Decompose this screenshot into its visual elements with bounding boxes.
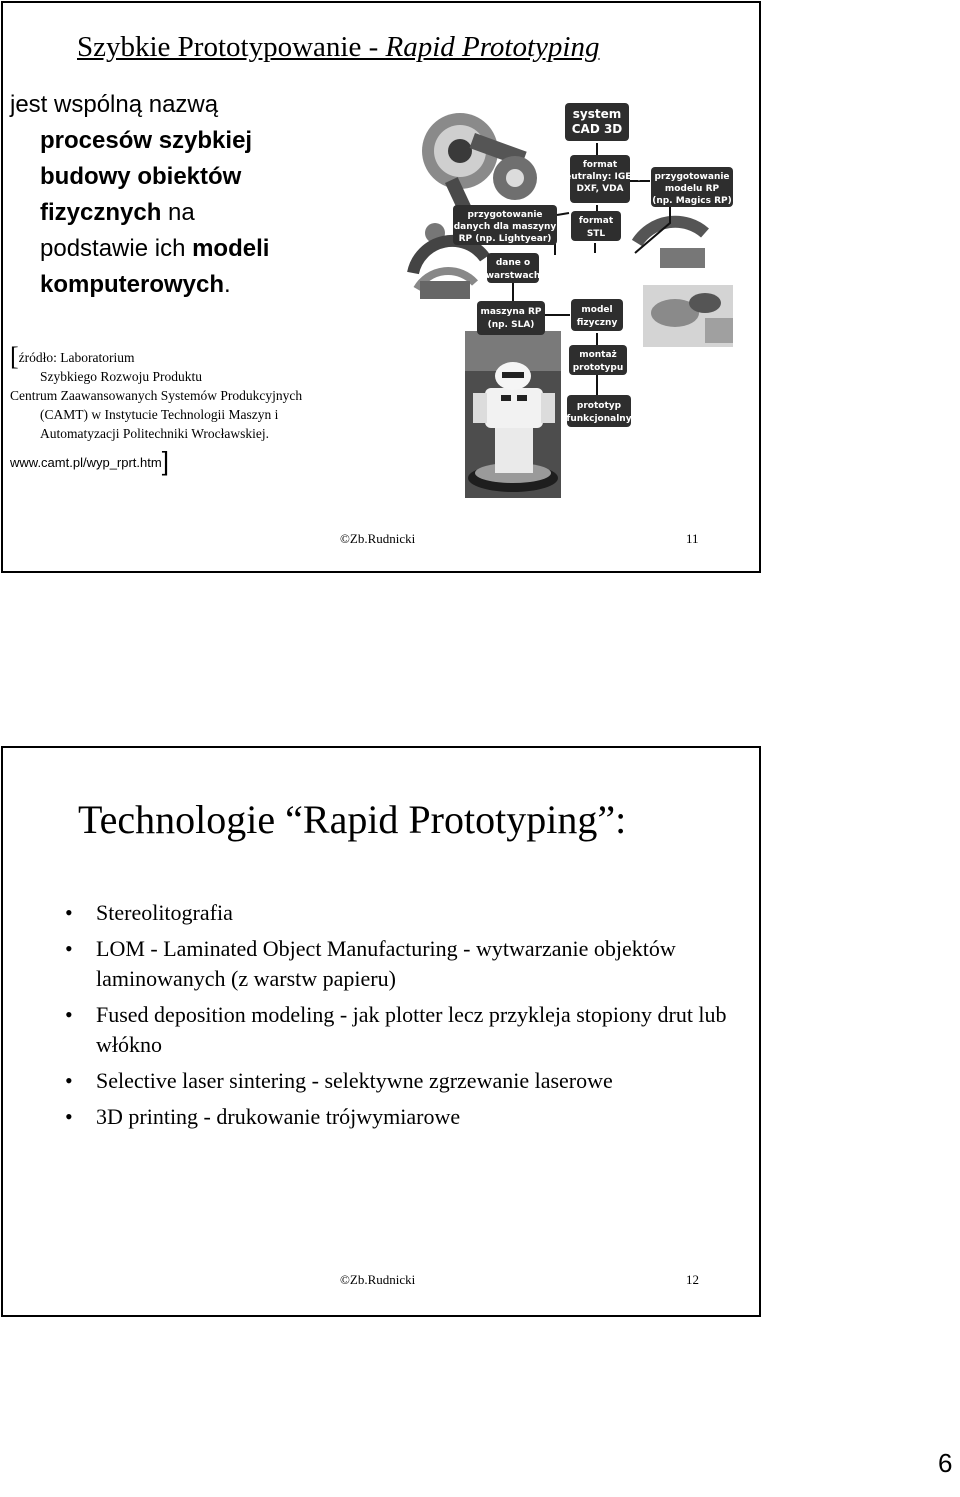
slide-title: Technologie “Rapid Prototyping”:	[78, 797, 627, 842]
box-assembly-line1: montaż	[579, 350, 617, 360]
list-item: • LOM - Laminated Object Manufacturing - wytwarzanie objektów laminowanych (z warstw papieru)	[65, 934, 745, 994]
box-model-prep-line3: (np. Magics RP)	[652, 196, 732, 206]
box-physical-line1: model	[581, 305, 613, 315]
box-model-prep	[651, 167, 733, 207]
box-assembly-line2: prototypu	[572, 363, 624, 373]
box-stl-line1: format	[578, 216, 614, 226]
page-number: 6	[938, 1448, 953, 1478]
box-neutral-line3: DXF, VDA	[576, 184, 624, 194]
box-machine-line2: (np. SLA)	[487, 320, 535, 330]
source-citation: [źródło: Laboratorium Szybkiego Rozwoju Produktu Centrum Zaawansowanych Systemów Produkcyjnych (CAMT) w Instytucie Technologii Maszyn i Automatyzacji Politechniki Wrocławskiej. www.camt.pl/wyp_rprt.htm]	[10, 342, 303, 476]
box-model-prep-line1: przygotowanie	[654, 172, 730, 182]
list-item: • Selective laser sintering - selektywne zgrzewanie laserowe	[65, 1066, 745, 1096]
box-functional-line1: prototyp	[576, 401, 622, 411]
box-functional-prototype	[566, 395, 631, 427]
box-cad-line2: CAD 3D	[571, 122, 623, 136]
box-model-prep-line2: modelu RP	[664, 184, 720, 194]
technology-list	[65, 898, 745, 1138]
box-data-prep	[453, 205, 557, 245]
list-item: • 3D printing - drukowanie trójwymiarowe	[65, 1102, 745, 1132]
box-physical-model	[571, 299, 623, 331]
box-layer-line1: dane o	[495, 258, 531, 268]
box-stl-line2: STL	[586, 229, 606, 239]
box-rp-machine	[477, 301, 545, 335]
box-prototype-assembly	[569, 345, 627, 375]
list-item: • Fused deposition modeling - jak plotter lecz przykleja stopiony drut lub włókno	[65, 1000, 745, 1060]
box-data-prep-line1: przygotowanie	[467, 210, 543, 220]
box-cad-line1: system	[572, 107, 622, 121]
box-layer-data	[486, 253, 541, 283]
box-layer-line2: warstwach	[485, 271, 541, 281]
box-data-prep-line2: danych dla maszyny	[453, 222, 557, 232]
box-neutral-line1: format	[582, 160, 618, 170]
list-item: • Stereolitografia	[65, 898, 745, 928]
gear-ring-illustration	[413, 241, 485, 299]
intro-text: jest wspólną nazwą procesów szybkiej budowy obiektów fizycznych na podstawie ich modeli komputerowych.	[10, 91, 270, 298]
slide-11	[1, 1, 761, 573]
footer-slide-number: 11	[686, 531, 699, 546]
footer-author: ©Zb.Rudnicki	[340, 531, 416, 546]
slide-title: Szybkie Prototypowanie - Rapid Prototyping	[77, 31, 600, 63]
box-physical-line2: fizyczny	[576, 318, 618, 328]
footer-author: ©Zb.Rudnicki	[340, 1272, 416, 1287]
box-functional-line2: funkcjonalny	[566, 414, 632, 424]
box-cad-system	[565, 103, 629, 141]
box-neutral-line2: neutralny: IGES,	[558, 172, 642, 182]
source-url[interactable]: www.camt.pl/wyp_rprt.htm	[10, 455, 162, 470]
footer-slide-number: 12	[686, 1272, 699, 1287]
gear-ring-right-illustration	[637, 222, 705, 268]
machine-part-illustration	[643, 285, 733, 347]
box-data-prep-line3: RP (np. Lightyear)	[458, 234, 552, 244]
slide-12	[1, 746, 761, 1317]
box-neutral-format	[559, 155, 642, 203]
box-stl-format	[571, 211, 621, 241]
rp-process-diagram	[405, 93, 755, 498]
box-machine-line1: maszyna RP	[480, 307, 542, 317]
robot-photo	[465, 331, 561, 498]
